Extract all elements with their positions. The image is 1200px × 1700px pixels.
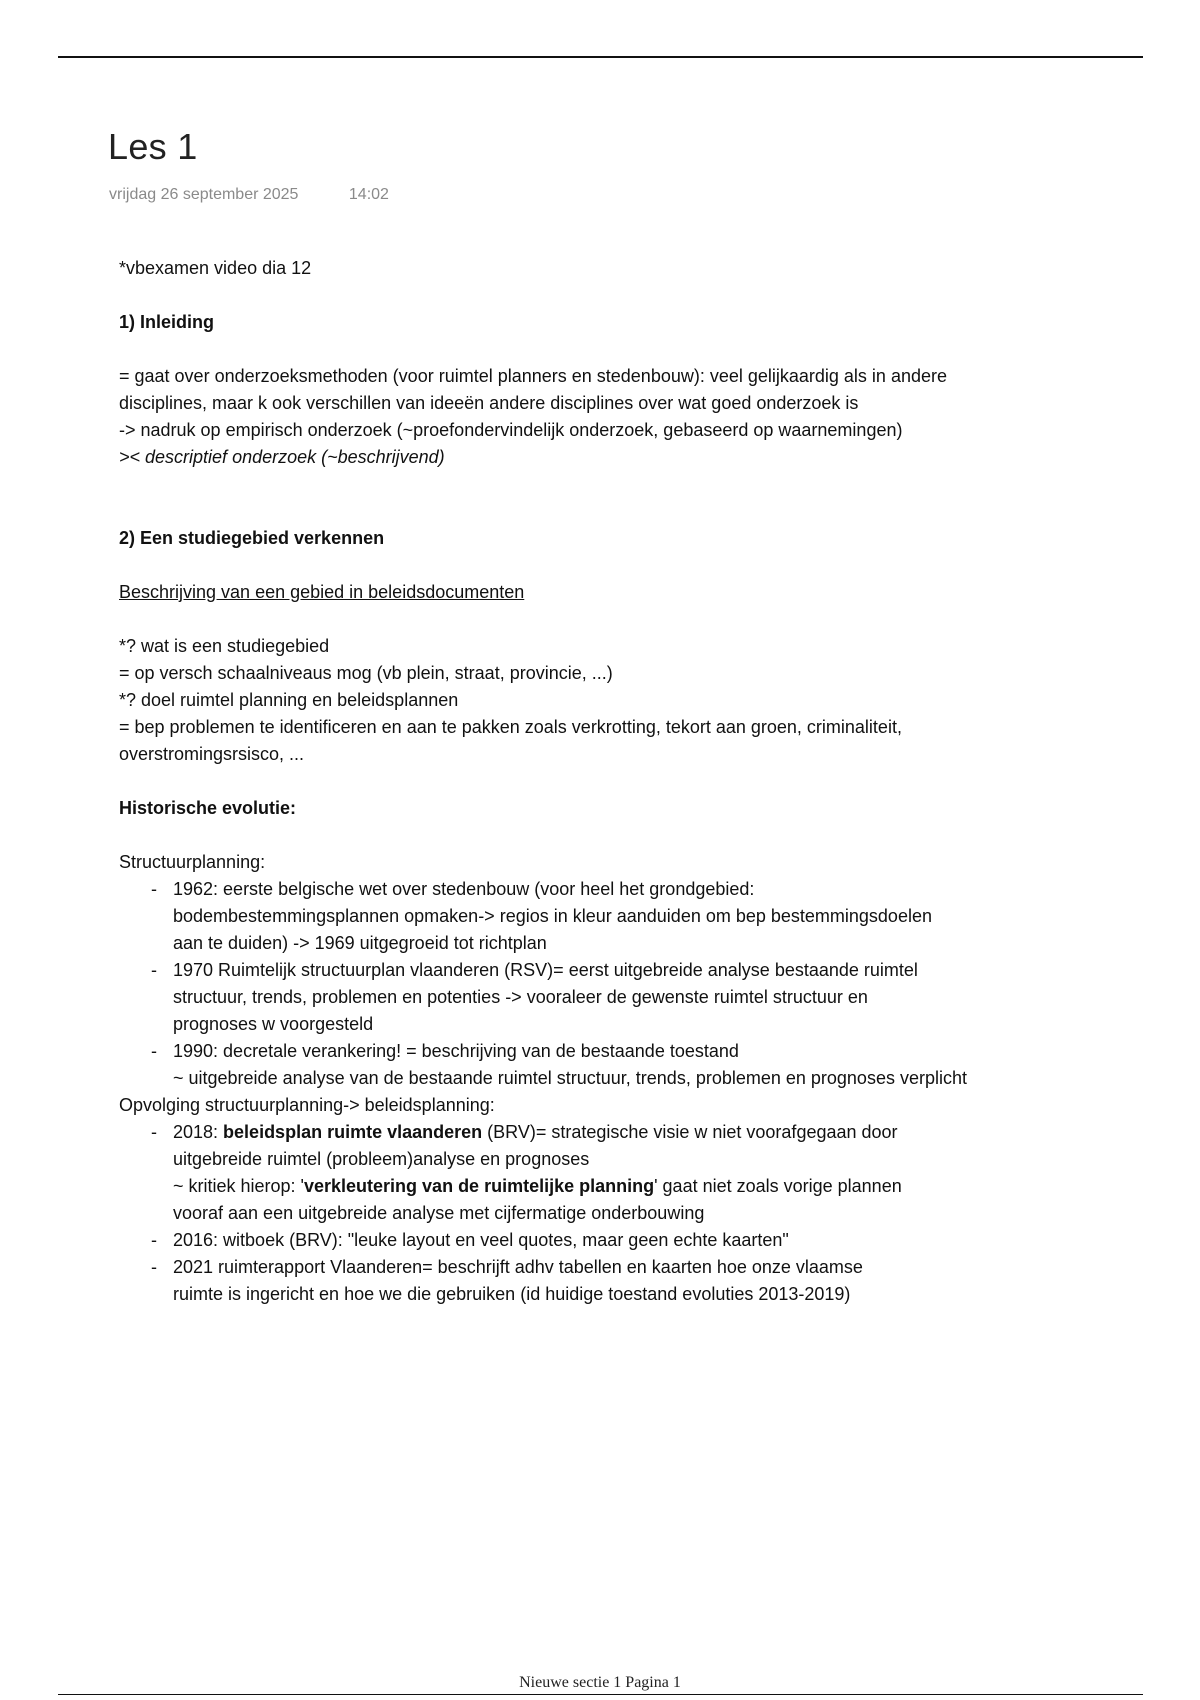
page-date: vrijdag 26 september 2025 — [109, 186, 299, 203]
section-heading-studiegebied: 2) Een studiegebied verkennen — [119, 528, 385, 548]
label-structuurplanning: Structuurplanning: — [119, 852, 266, 872]
question-line: *? wat is een studiegebied — [119, 636, 330, 656]
page-footer: Nieuwe sectie 1 Pagina 1 — [519, 1674, 681, 1691]
list-item: - 1990: decretale verankering! = beschrijving van de bestaande toestand ~ uitgebreide analyse van de bestaande ruimtel structuur, trends, problemen en prognoses verplicht — [173, 1038, 1079, 1092]
list-item: - 1962: eerste belgische wet over stedenbouw (voor heel het grondgebied: bodembestemmingsplannen opmaken-> regios in kleur aanduiden om bep bestemmingsdoelen aan te duiden) -> 1969 uitgegroeid tot richtplan — [173, 876, 1079, 957]
list-item: - 2018: beleidsplan ruimte vlaanderen (BRV)= strategische visie w niet voorafgegaan door uitgebreide ruimtel (probleem)analyse en prognoses ~ kritiek hierop: 'verkleutering van de ruimtelijke planning' gaat niet zoals vorige plannen vooraf aan een uitgebreide analyse met cijfermatige onderbouwing — [173, 1119, 1079, 1227]
paragraph-line-italic: >< descriptief onderzoek (~beschrijvend) — [119, 447, 445, 467]
paragraph-line: -> nadruk op empirisch onderzoek (~proefondervindelijk onderzoek, gebaseerd op waarnemingen) — [119, 420, 903, 440]
beleidsplanning-list — [119, 1119, 1079, 1308]
subheading-beleidsdocumenten: Beschrijving van een gebied in beleidsdocumenten — [119, 582, 525, 602]
page-title: Les 1 — [108, 126, 198, 167]
spacer — [119, 822, 1079, 849]
spacer — [119, 552, 1079, 579]
spacer — [119, 282, 1079, 309]
question-line: *? doel ruimtel planning en beleidsplannen — [119, 690, 459, 710]
spacer — [119, 768, 1079, 795]
list-item: - 2021 ruimterapport Vlaanderen= beschrijft adhv tabellen en kaarten hoe onze vlaamse ruimte is ingericht en hoe we die gebruiken (id huidige toestand evoluties 2013-2019) — [173, 1254, 1079, 1308]
bottom-rule — [58, 1694, 1143, 1695]
page-meta — [109, 186, 389, 204]
list-item: - 2016: witboek (BRV): "leuke layout en veel quotes, maar geen echte kaarten" — [173, 1227, 1079, 1254]
note-content — [119, 255, 1079, 1308]
spacer — [119, 606, 1079, 633]
answer-line: = op versch schaalniveaus mog (vb plein, straat, provincie, ...) — [119, 663, 613, 683]
answer-line: = bep problemen te identificeren en aan te pakken zoals verkrotting, tekort aan groen, criminaliteit, — [119, 717, 902, 737]
page-time: 14:02 — [348, 186, 389, 203]
section-heading-inleiding: 1) Inleiding — [119, 312, 215, 332]
top-rule — [58, 56, 1143, 58]
spacer — [119, 336, 1079, 363]
label-opvolging: Opvolging structuurplanning-> beleidsplanning: — [119, 1095, 495, 1115]
spacer — [119, 471, 1079, 498]
list-item: - 1970 Ruimtelijk structuurplan vlaanderen (RSV)= eerst uitgebreide analyse bestaande ruimtel structuur, trends, problemen en potenties -> vooraleer de gewenste ruimtel structuur en prognoses w voorgesteld — [173, 957, 1079, 1038]
spacer — [119, 498, 1079, 525]
paragraph-line: disciplines, maar k ook verschillen van ideeën andere disciplines over wat goed onderzoek is — [119, 393, 859, 413]
answer-line: overstromingsrsisco, ... — [119, 744, 305, 764]
heading-historische-evolutie: Historische evolutie: — [119, 798, 297, 818]
intro-note: *vbexamen video dia 12 — [119, 258, 312, 278]
paragraph-line: = gaat over onderzoeksmethoden (voor ruimtel planners en stedenbouw): veel gelijkaardig als in andere — [119, 366, 947, 386]
structuurplanning-list — [119, 876, 1079, 1092]
